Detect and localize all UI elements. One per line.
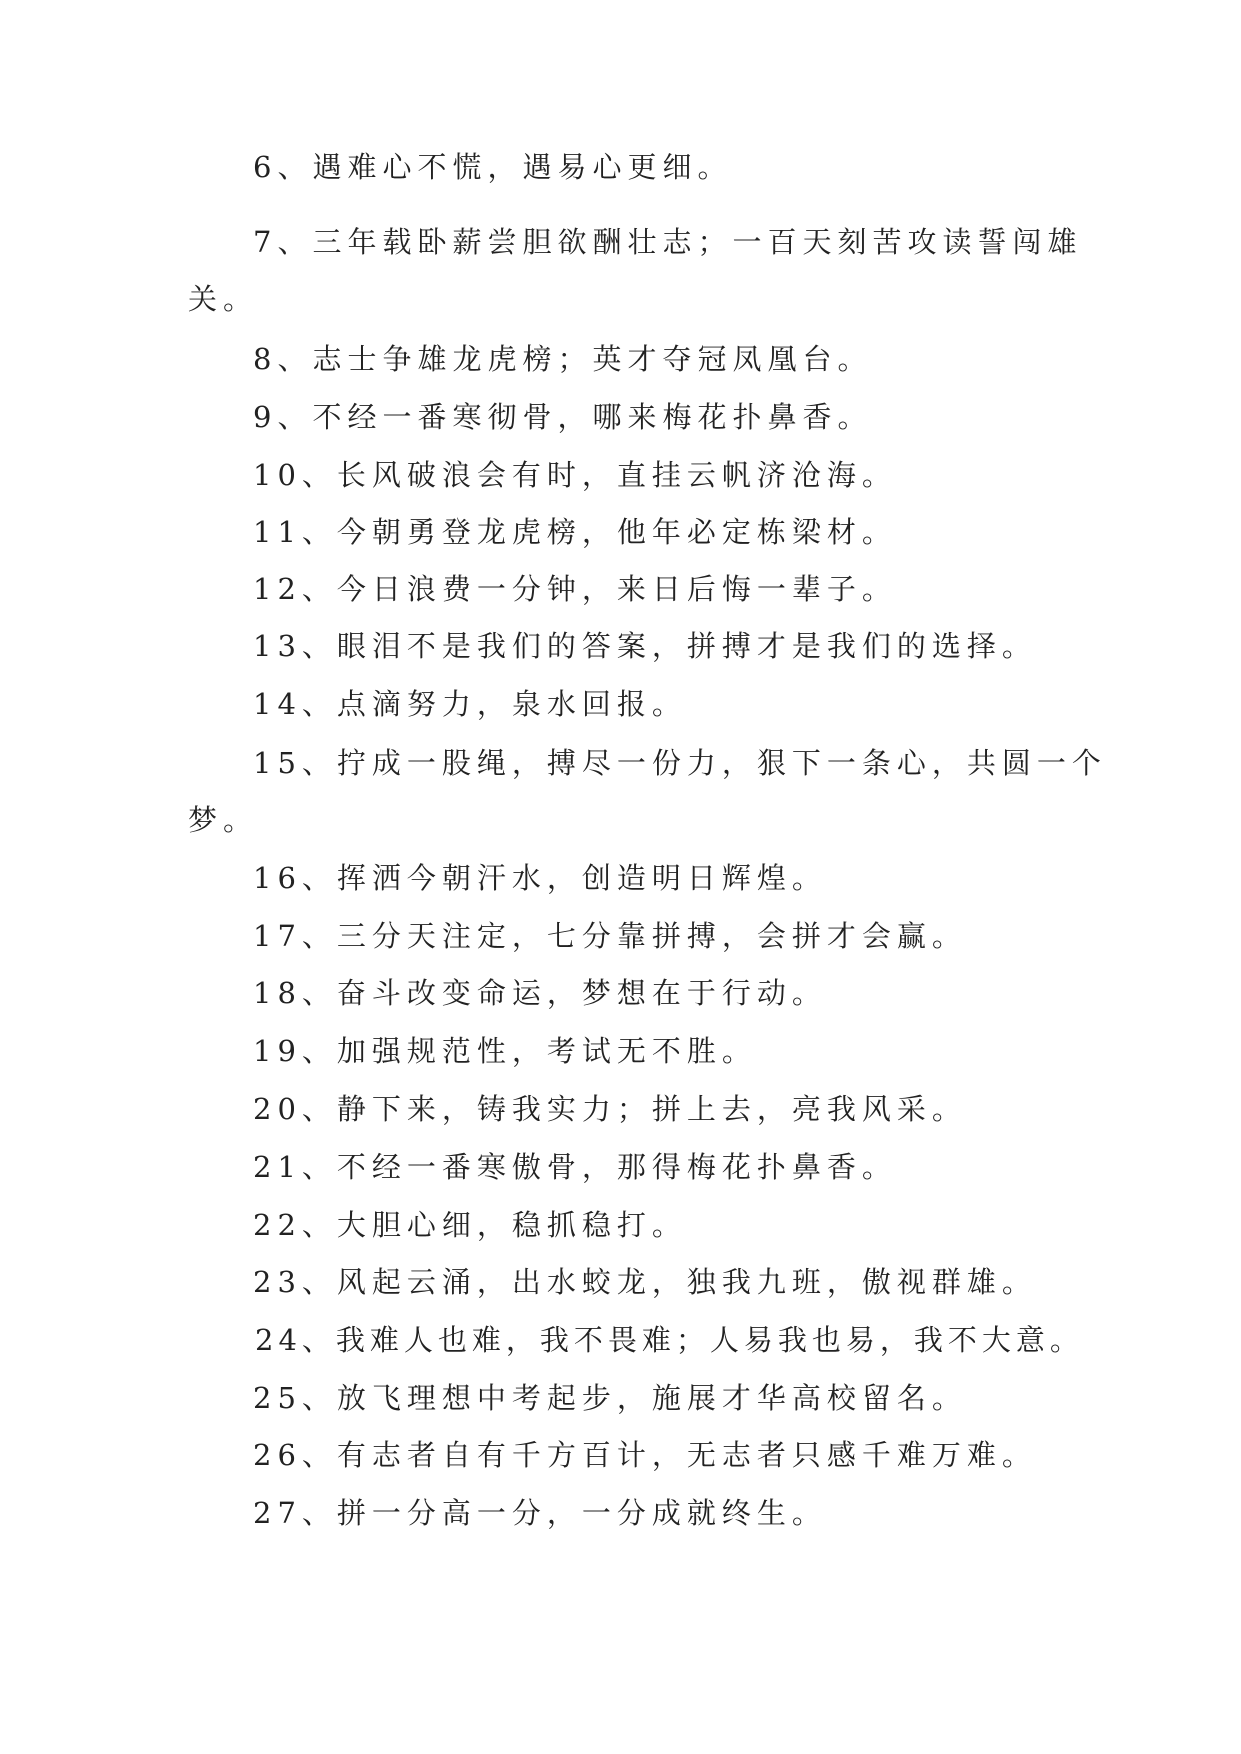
list-item: 19、加强规范性，考试无不胜。 [253, 1034, 757, 1068]
list-item: 13、眼泪不是我们的答案，拼搏才是我们的选择。 [253, 629, 1037, 663]
list-item: 12、今日浪费一分钟，来日后悔一辈子。 [253, 572, 897, 606]
list-item: 7、三年载卧薪尝胆欲酬壮志；一百天刻苦攻读誓闯雄 [253, 225, 1083, 259]
list-item: 15、拧成一股绳，搏尽一份力，狠下一条心，共圆一个 [253, 746, 1107, 780]
list-item: 24、我难人也难，我不畏难；人易我也易，我不大意。 [255, 1323, 1084, 1357]
list-item: 10、长风破浪会有时，直挂云帆济沧海。 [253, 458, 897, 492]
list-item: 23、风起云涌，出水蛟龙，独我九班，傲视群雄。 [253, 1265, 1037, 1299]
list-item: 9、不经一番寒彻骨，哪来梅花扑鼻香。 [253, 400, 873, 434]
list-item: 16、挥洒今朝汗水，创造明日辉煌。 [253, 861, 827, 895]
list-item: 27、拼一分高一分，一分成就终生。 [253, 1496, 827, 1530]
list-item: 26、有志者自有千方百计，无志者只感千难万难。 [253, 1438, 1037, 1472]
list-item-continuation: 关。 [188, 282, 259, 316]
list-item: 11、今朝勇登龙虎榜，他年必定栋梁材。 [253, 515, 897, 549]
list-item-continuation: 梦。 [188, 803, 259, 837]
list-item: 21、不经一番寒傲骨，那得梅花扑鼻香。 [253, 1150, 897, 1184]
list-item: 18、奋斗改变命运，梦想在于行动。 [253, 976, 827, 1010]
list-item: 14、点滴努力，泉水回报。 [253, 687, 687, 721]
list-item: 8、志士争雄龙虎榜；英才夺冠凤凰台。 [253, 342, 873, 376]
list-item: 17、三分天注定，七分靠拼搏，会拼才会赢。 [253, 919, 967, 953]
list-item: 20、静下来，铸我实力；拼上去，亮我风采。 [253, 1092, 967, 1126]
list-item: 22、大胆心细，稳抓稳打。 [253, 1208, 687, 1242]
list-item: 25、放飞理想中考起步，施展才华高校留名。 [253, 1381, 967, 1415]
list-item: 6、遇难心不慌，遇易心更细。 [253, 150, 733, 184]
